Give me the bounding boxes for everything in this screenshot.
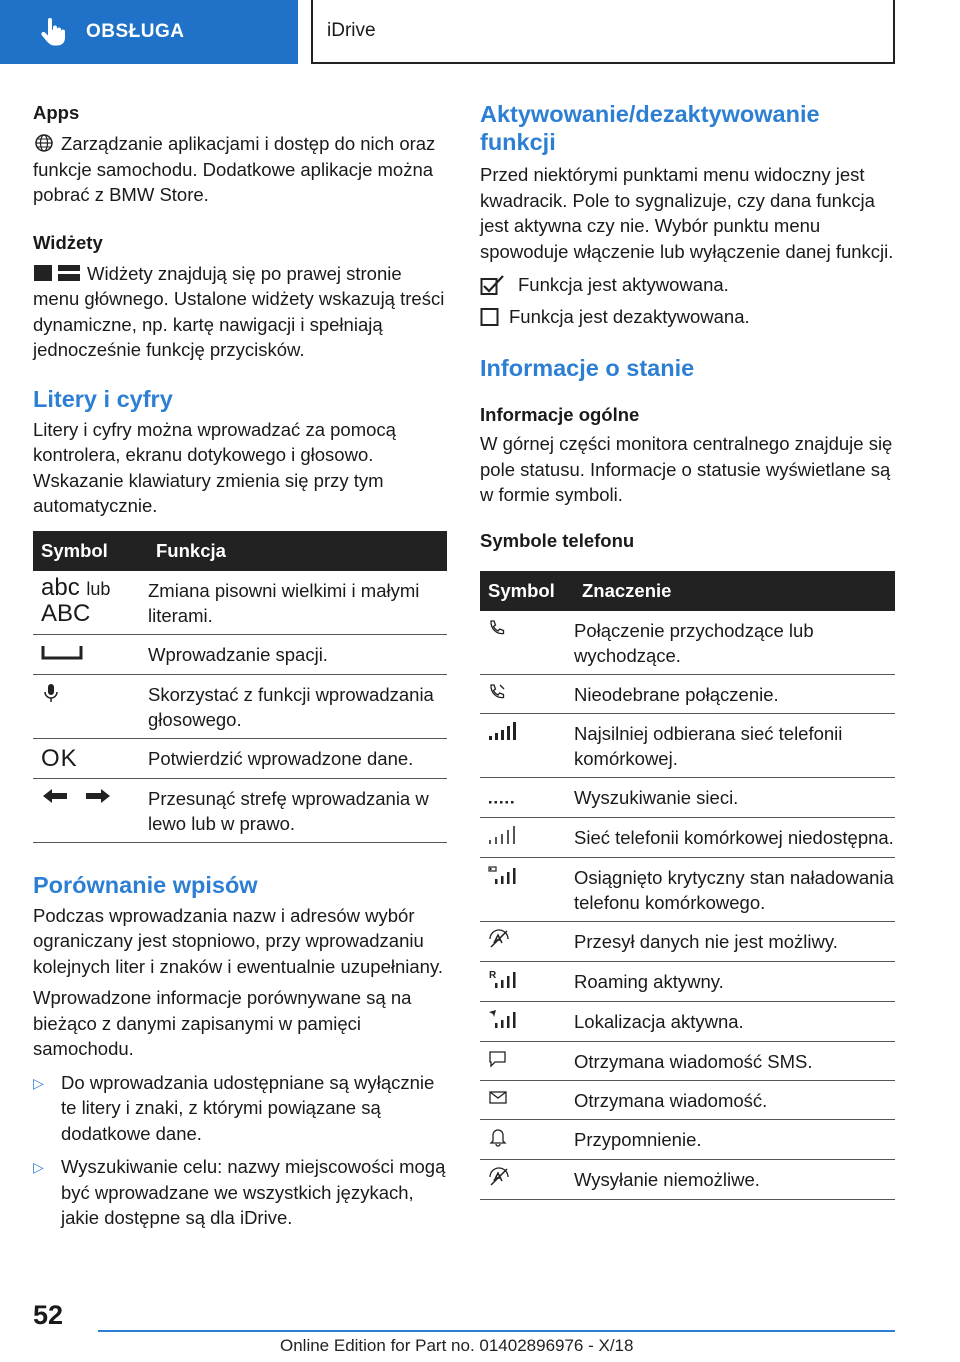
table-row [480, 817, 895, 857]
table-row [480, 1041, 895, 1080]
signal-unavailable-icon [488, 825, 516, 845]
checkbox-unchecked-icon [480, 306, 500, 328]
table-row [480, 1159, 895, 1199]
arrow-left-icon [41, 786, 69, 806]
widgets-text: Widżety znajdują się po prawej stronie menu głównego. Ustalone widżety wskazują treści dynamiczne, np. kartę nawigacji i spełniają jednocześnie funkcję przycisków. [33, 262, 445, 360]
table-cell-function: Wprowadzanie spacji. [148, 634, 447, 674]
apps-title: Apps [33, 102, 80, 123]
general-title: Informacje ogólne [480, 404, 640, 425]
left-column [33, 100, 447, 1231]
table-row [480, 611, 895, 675]
table-cell-meaning: Wysyłanie niemożliwe. [574, 1159, 895, 1199]
table-cell-meaning: Przypomnienie. [574, 1119, 895, 1159]
table-header-row [480, 571, 895, 611]
keyboard-symbol-table [33, 531, 447, 843]
table-row [33, 571, 447, 635]
status-heading: Informacje o stanie [480, 355, 695, 381]
roaming-icon [488, 969, 516, 989]
general-text: W górnej części monitora centralnego znajduje się pole statusu. Informacje o statusie wyświetlane są w formie symboli. [480, 433, 893, 505]
letters-heading: Litery i cyfry [33, 385, 173, 412]
chapter-title: iDrive [311, 0, 895, 64]
widgets-paragraph [33, 261, 447, 363]
unchecked-text: Funkcja jest dezaktywowana. [509, 306, 750, 327]
case-symbol-lower: abc [41, 573, 80, 601]
ok-symbol: OK [41, 744, 78, 772]
case-symbol-or: lub [86, 578, 111, 599]
table-row [480, 921, 895, 961]
footer-edition: Online Edition for Part no. 01402896976 - X/18 [280, 1336, 634, 1355]
section-tab-label: OBSŁUGA [86, 21, 185, 42]
bullet-text: Do wprowadzania udostępniane są wyłącznie te litery i znaki, z którymi powiązane są dodatkowe dane. [61, 1071, 435, 1144]
table-cell-meaning: Otrzymana wiadomość SMS. [574, 1041, 895, 1080]
unchecked-row [480, 304, 895, 330]
table-cell-meaning: Otrzymana wiadomość. [574, 1080, 895, 1119]
table-cell-meaning: Połączenie przychodzące lub wychodzące. [574, 611, 895, 675]
table-header-symbol: Symbol [33, 531, 148, 571]
svg-text:R: R [489, 969, 497, 981]
table-header-symbol: Symbol [480, 571, 574, 611]
table-cell-meaning: Nieodebrane połączenie. [574, 674, 895, 713]
bullet-text: Wyszukiwanie celu: nazwy miejscowości mogą być wprowadzane we wszystkich językach, jakie dostępne są dla iDrive. [61, 1156, 446, 1228]
phone-symbols-title: Symbole telefonu [480, 529, 635, 551]
table-cell-meaning: Lokalizacja aktywna. [574, 1001, 895, 1041]
checked-row [480, 272, 895, 298]
no-data-icon [488, 929, 510, 949]
location-icon [488, 1009, 516, 1029]
compare-text-2: Wprowadzone informacje porównywane są na bieżąco z danymi zapisanymi w pamięci samochodu. [33, 987, 412, 1059]
compare-heading: Porównanie wpisów [33, 871, 258, 898]
table-row [33, 778, 447, 842]
hand-pointer-icon [40, 17, 66, 47]
arrow-right-icon [84, 786, 112, 806]
microphone-icon [41, 682, 61, 704]
apps-text: Zarządzanie aplikacjami i dostęp do nich oraz funkcje samochodu. Dodatkowe aplikacje można pobrać z BMW Store. [33, 133, 436, 205]
battery-critical-icon [488, 865, 516, 885]
table-row [33, 634, 447, 674]
footer-divider [98, 1330, 895, 1332]
phone-icon [488, 619, 506, 637]
table-row [480, 713, 895, 777]
network-search-icon [488, 785, 516, 805]
table-header-meaning: Znaczenie [574, 571, 895, 611]
bullet-triangle-icon: ▷ [33, 1159, 44, 1175]
page-number: 52 [33, 1300, 64, 1330]
widgets-title: Widżety [33, 231, 103, 253]
table-cell-function: Przesunąć strefę wprowadzania w lewo lub w prawo. [148, 778, 447, 842]
phone-symbol-table [480, 571, 895, 1200]
widgets-icon [33, 263, 81, 283]
checked-text: Funkcja jest aktywowana. [518, 274, 729, 295]
table-cell-function: Zmiana pisowni wielkimi i małymi literami. [148, 571, 447, 635]
table-cell-meaning: Przesył danych nie jest możliwy. [574, 921, 895, 961]
table-row [480, 674, 895, 713]
activate-text: Przed niektórymi punktami menu widoczny jest kwadracik. Pole to sygnalizuje, czy dana funkcja jest aktywna czy nie. Wybór punktu menu spowoduje włączenie lub wyłączenie danej funkcji. [480, 164, 894, 262]
table-cell-meaning: Wyszukiwanie sieci. [574, 777, 895, 817]
table-row [480, 1119, 895, 1159]
table-header-row [33, 531, 447, 571]
compare-text-1: Podczas wprowadzania nazw i adresów wybór ograniczany jest stopniowo, przy wprowadzaniu kolejnych liter i znaków i ewentualnie uzupełniany. [33, 904, 443, 977]
table-row [33, 738, 447, 778]
bullet-triangle-icon: ▷ [33, 1074, 44, 1091]
sms-icon [488, 1050, 508, 1068]
table-row [480, 1001, 895, 1041]
section-tab[interactable] [0, 0, 298, 64]
table-cell-meaning: Najsilniej odbierana sieć telefonii komórkowej. [574, 713, 895, 777]
table-row [480, 1080, 895, 1119]
apps-paragraph [33, 131, 447, 208]
case-symbol [33, 571, 148, 635]
table-header-function: Funkcja [148, 531, 447, 571]
mail-icon [488, 1089, 508, 1107]
table-row [480, 961, 895, 1001]
signal-full-icon [488, 721, 516, 741]
table-cell-function: Potwierdzić wprowadzone dane. [148, 738, 447, 778]
letters-text: Litery i cyfry można wprowadzać za pomocą kontrolera, ekranu dotykowego i głosowo. Wskazanie klawiatury zmienia się przy tym automatycznie. [33, 418, 396, 516]
table-cell-meaning: Osiągnięto krytyczny stan naładowania telefonu komórkowego. [574, 857, 895, 921]
case-symbol-upper: ABC [41, 599, 91, 627]
apps-globe-icon [33, 133, 55, 153]
activate-heading: Aktywowanie/dezaktywowanie funkcji [480, 101, 820, 155]
list-item [33, 1154, 447, 1231]
list-item [33, 1070, 447, 1147]
missed-call-icon [488, 683, 506, 701]
right-column [480, 100, 895, 1200]
send-impossible-icon [488, 1167, 510, 1187]
bell-icon [488, 1127, 508, 1147]
table-cell-function: Skorzystać z funkcji wprowadzania głosowego. [148, 674, 447, 738]
table-row [33, 674, 447, 738]
table-cell-meaning: Roaming aktywny. [574, 961, 895, 1001]
table-row [480, 857, 895, 921]
space-key-icon [41, 642, 83, 662]
table-row [480, 777, 895, 817]
table-cell-meaning: Sieć telefonii komórkowej niedostępna. [574, 817, 895, 857]
checkbox-checked-icon [480, 274, 508, 296]
